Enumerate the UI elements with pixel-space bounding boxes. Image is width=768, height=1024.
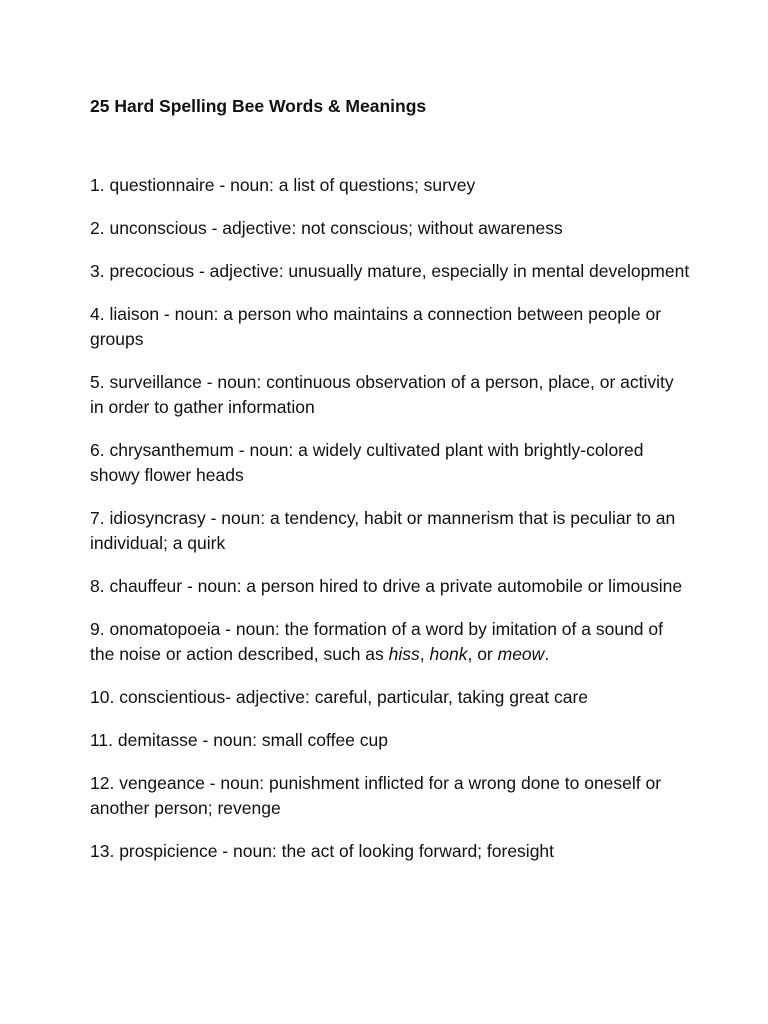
word-entry-10: 10. conscientious- adjective: careful, particular, taking great care (90, 687, 589, 707)
example-word-meow: meow (497, 644, 545, 664)
word-entry-2: 2. unconscious - adjective: not conscious; without awareness (90, 218, 563, 238)
example-word-hiss: hiss (388, 644, 420, 664)
word-entry-3: 3. precocious - adjective: unusually mature, especially in mental development (90, 261, 690, 281)
entry-9-end: . (544, 644, 550, 664)
word-entry-12: 12. vengeance - noun: punishment inflicted for a wrong done to oneself or another person; revenge (90, 773, 662, 818)
word-entry-13: 13. prospicience - noun: the act of looking forward; foresight (90, 841, 555, 861)
example-word-honk: honk (429, 644, 468, 664)
word-entry-5: 5. surveillance - noun: continuous observation of a person, place, or activity in order to gather information (90, 372, 674, 417)
word-list (90, 173, 690, 882)
word-entry-1: 1. questionnaire - noun: a list of questions; survey (90, 175, 476, 195)
word-entry-7: 7. idiosyncrasy - noun: a tendency, habit or mannerism that is peculiar to an individual; a quirk (90, 508, 676, 553)
entry-9-separator: , or (467, 644, 498, 664)
word-entry-8: 8. chauffeur - noun: a person hired to drive a private automobile or limousine (90, 576, 683, 596)
document-title: 25 Hard Spelling Bee Words & Meanings (90, 96, 427, 116)
word-entry-4: 4. liaison - noun: a person who maintains a connection between people or groups (90, 304, 662, 349)
entry-9-text: 9. onomatopoeia - noun: the formation of a word by imitation of a sound of the noise or action described, such as (90, 619, 663, 664)
word-entry-9 (90, 617, 690, 667)
word-entry-6: 6. chrysanthemum - noun: a widely cultivated plant with brightly-colored showy flower heads (90, 440, 644, 485)
entry-9-separator: , (419, 644, 430, 664)
word-entry-11: 11. demitasse - noun: small coffee cup (90, 730, 388, 750)
